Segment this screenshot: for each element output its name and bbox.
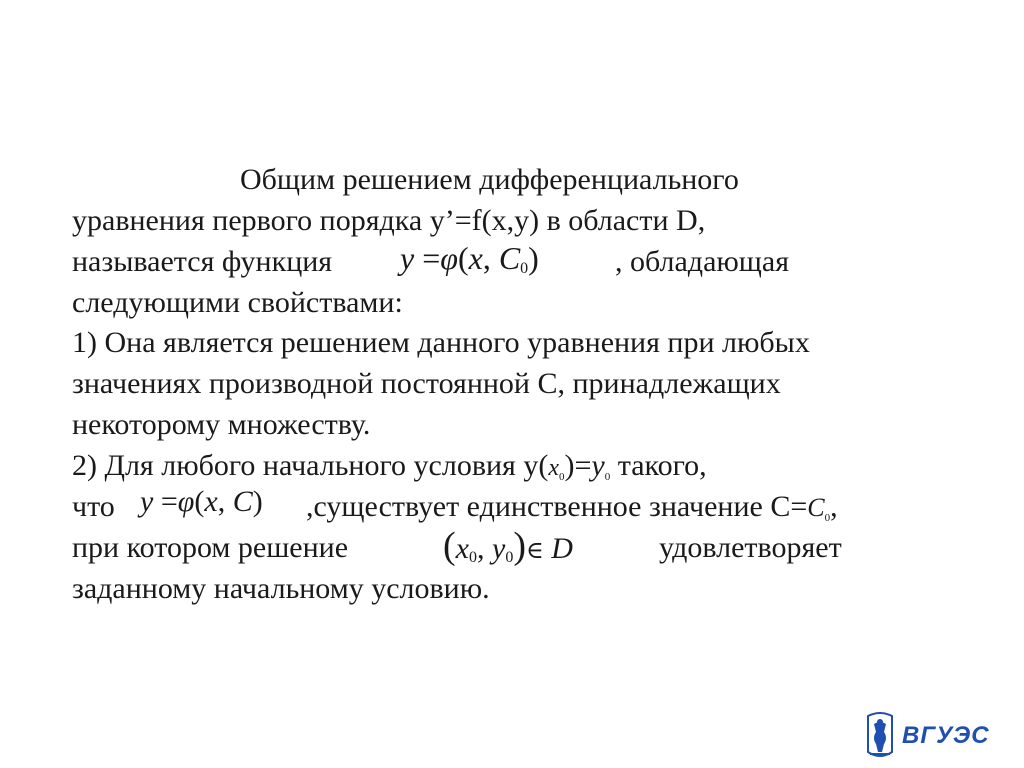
paragraph-line-11: заданному начальному условию. [72, 572, 490, 605]
formula3-element-of: ∈ [525, 538, 544, 564]
formula-x0 [548, 455, 564, 481]
formula2-phi: φ [177, 485, 195, 518]
paragraph-line-4: следующими свойствами: [72, 286, 403, 319]
formula-phi: φ [440, 240, 458, 276]
paragraph-line-8-start: 2) Для любого начального условия y( [72, 449, 549, 482]
paragraph-line-10-start: при котором решение [72, 531, 349, 564]
formula-x0-subscript: 0 [558, 471, 565, 483]
paragraph-line-10-end: удовлетворяет [659, 531, 842, 564]
university-emblem-icon [862, 712, 898, 762]
paragraph-line-2: уравнения первого порядка y’=f(x,y) в области D, [72, 204, 706, 237]
formula-y0 [591, 449, 610, 482]
paragraph-line-6: значениях производной постоянной С, принадлежащих [72, 367, 781, 400]
formula3-y-subscript: 0 [505, 549, 514, 566]
formula-C-subscript: 0 [520, 260, 529, 277]
formula3-x: x [455, 532, 469, 565]
university-logo [862, 712, 992, 762]
formula-eq: = [422, 240, 441, 276]
formula3-close-paren: ) [513, 525, 526, 567]
formula-y0-y: y [591, 449, 605, 482]
formula2-eq: = [160, 485, 178, 518]
formula-C0-C: C [807, 493, 825, 522]
paragraph-line-8-end: такого, [610, 449, 707, 482]
formula-family [140, 484, 263, 520]
formula-C0-subscript: 0 [824, 512, 831, 524]
formula2-x: x [204, 485, 218, 518]
formula-close-paren: ) [528, 240, 539, 276]
logo-text: ВГУЭС [902, 722, 990, 749]
formula3-x-subscript: 0 [468, 549, 477, 566]
formula-open-paren: ( [457, 240, 469, 276]
formula2-close-paren: ) [252, 485, 263, 518]
formula2-comma: , [217, 485, 226, 518]
paragraph-line-8-mid: )= [564, 449, 592, 482]
formula2-C: C [232, 485, 253, 518]
paragraph-line-1: Общим решением дифференциального [240, 163, 739, 196]
formula3-y: y [491, 532, 506, 565]
paragraph-line-3-end: , обладающая [615, 245, 790, 278]
formula3-comma: , [476, 532, 485, 565]
paragraph-line-7: некоторому множеству. [72, 408, 371, 441]
paragraph-line-5: 1) Она является решением данного уравнения при любых [72, 326, 810, 359]
paragraph-line-9-start: что [72, 490, 115, 523]
formula3-D: D [551, 532, 573, 565]
formula-general-solution [400, 238, 539, 289]
formula-y0-subscript: 0 [604, 471, 611, 483]
formula-x: x [468, 240, 483, 276]
formula2-y: y [140, 485, 154, 518]
formula-y: y [400, 240, 415, 276]
formula-x0-x: x [548, 455, 559, 481]
formula-C0 [807, 493, 830, 522]
formula-C: C [498, 240, 521, 276]
paragraph-line-3-start: называется функция [72, 245, 333, 278]
formula-comma: , [482, 240, 491, 276]
paragraph-line-9-text: ,существует единственное значение С= [306, 490, 808, 523]
formula2-open-paren: ( [194, 485, 205, 518]
paragraph-line-9-end: , [830, 490, 838, 523]
formula3-open-paren: ( [443, 525, 456, 567]
